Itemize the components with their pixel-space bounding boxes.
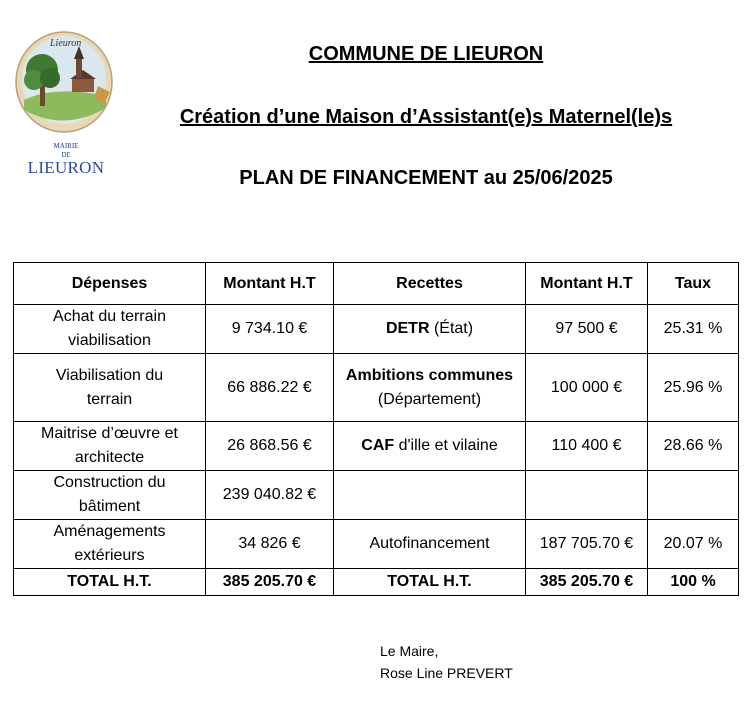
montant-depense-cell: 26 868.56 € xyxy=(206,422,334,471)
total-label-depenses: TOTAL H.T. xyxy=(14,569,206,596)
signature-name: Rose Line PREVERT xyxy=(380,665,513,681)
depense-cell: Aménagements extérieurs xyxy=(14,520,206,569)
table-row xyxy=(14,354,739,422)
total-montant-depenses: 385 205.70 € xyxy=(206,569,334,596)
montant-recette-cell: 187 705.70 € xyxy=(526,520,648,569)
recette-cell: Autofinancement xyxy=(334,520,526,569)
commune-title: COMMUNE DE LIEURON xyxy=(308,43,544,65)
taux-cell: 25.31 % xyxy=(648,305,739,354)
montant-depense-cell: 66 886.22 € xyxy=(206,354,334,422)
taux-cell: 28.66 % xyxy=(648,422,739,471)
total-montant-recettes: 385 205.70 € xyxy=(526,569,648,596)
header-montant-recettes: Montant H.T xyxy=(526,263,648,305)
montant-recette-cell: 100 000 € xyxy=(526,354,648,422)
project-title: Création d’une Maison d’Assistant(e)s Maternel(le)s xyxy=(179,106,673,128)
recette-cell xyxy=(334,471,526,520)
logo-de-text: DE xyxy=(61,151,71,159)
taux-cell xyxy=(648,471,739,520)
header-depenses: Dépenses xyxy=(14,263,206,305)
recette-cell: DETR (État) xyxy=(334,305,526,354)
recette-cell: CAF d'ille et vilaine xyxy=(334,422,526,471)
montant-recette-cell xyxy=(526,471,648,520)
header-taux: Taux xyxy=(648,263,739,305)
total-row xyxy=(14,569,739,596)
svg-text:Lieuron: Lieuron xyxy=(50,38,82,49)
recette-cell: Ambitions communes (Département) xyxy=(334,354,526,422)
montant-depense-cell: 9 734.10 € xyxy=(206,305,334,354)
depense-cell: Achat du terrain viabilisation xyxy=(14,305,206,354)
logo-mairie-text: MAIRIE xyxy=(53,142,79,150)
table-row xyxy=(14,305,739,354)
montant-depense-cell: 34 826 € xyxy=(206,520,334,569)
total-label-recettes: TOTAL H.T. xyxy=(334,569,526,596)
taux-cell: 25.96 % xyxy=(648,354,739,422)
table-row xyxy=(14,520,739,569)
montant-depense-cell: 239 040.82 € xyxy=(206,471,334,520)
plan-title: PLAN DE FINANCEMENT au 25/06/2025 xyxy=(239,167,613,189)
header-recettes: Recettes xyxy=(334,263,526,305)
table-header-row xyxy=(14,263,739,305)
montant-recette-cell: 97 500 € xyxy=(526,305,648,354)
header-montant-depenses: Montant H.T xyxy=(206,263,334,305)
table-row xyxy=(14,471,739,520)
table-row xyxy=(14,422,739,471)
taux-cell: 20.07 % xyxy=(648,520,739,569)
total-taux: 100 % xyxy=(648,569,739,596)
depense-cell: Viabilisation du terrain xyxy=(14,354,206,422)
signature-title: Le Maire, xyxy=(380,643,439,659)
logo-name-text: LIEURON xyxy=(27,158,105,177)
depense-cell: Maitrise d’œuvre et architecte xyxy=(14,422,206,471)
financing-table xyxy=(13,262,739,596)
montant-recette-cell: 110 400 € xyxy=(526,422,648,471)
depense-cell: Construction du bâtiment xyxy=(14,471,206,520)
